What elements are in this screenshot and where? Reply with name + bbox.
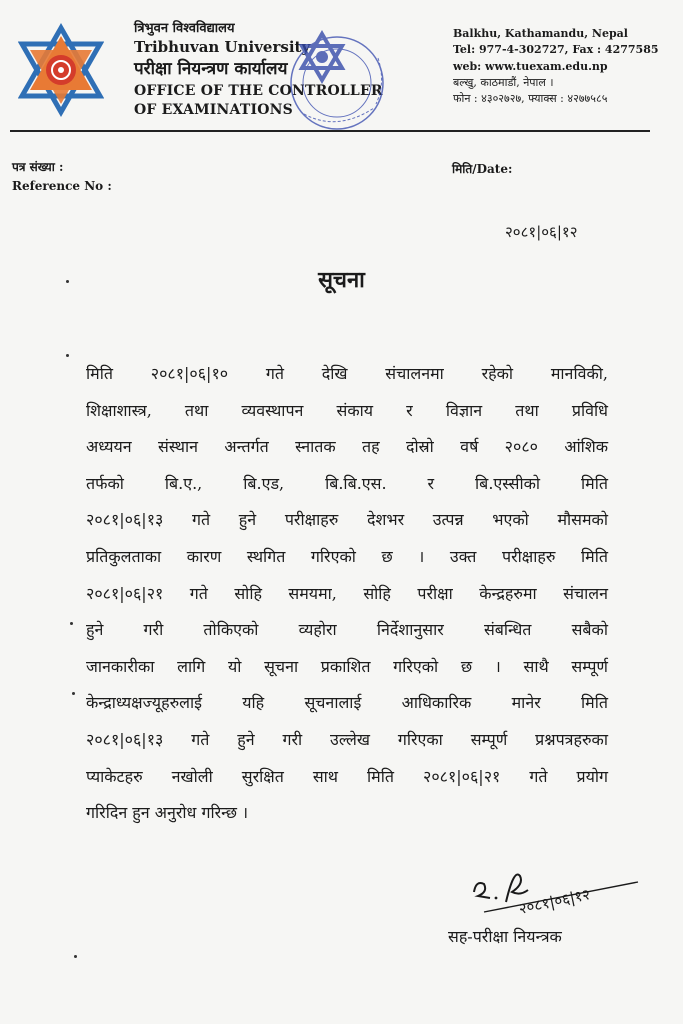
contact-phone: Tel: 977-4-302727, Fax : 4277585 — [453, 43, 659, 57]
reference-label-english: Reference No : — [12, 178, 112, 193]
notice-body-line: मिति २०८१|०६|१० गते देखि संचालनमा रहेको मानविकी, — [86, 364, 608, 383]
notice-body-line: २०८१|०६|१३ गते हुने परीक्षाहरु देशभर उत्पन्न भएको मौसमको — [86, 510, 608, 530]
scan-speck — [72, 692, 75, 695]
notice-body-line: शिक्षाशास्त्र, तथा व्यवस्थापन संकाय र विज्ञान तथा प्रविधि — [86, 400, 608, 420]
notice-body-line: केन्द्राध्यक्षज्यूहरुलाई यहि सूचनालाई आधिकारिक मानेर मिति — [86, 693, 608, 713]
scan-speck — [66, 354, 69, 357]
office-stamp-icon — [282, 28, 392, 138]
university-name-english: Tribhuvan University — [134, 37, 311, 56]
notice-body-line: हुने गरी तोकिएको व्यहोरा निर्देशानुसार संबन्धित सबैको — [86, 620, 608, 640]
scan-speck — [70, 622, 73, 625]
header-divider — [10, 130, 650, 132]
notice-body-line: प्याकेटहरु नखोली सुरक्षित साथ मिति २०८१|०६|२१ गते प्रयोग — [86, 766, 608, 786]
notice-title: सूचना — [318, 267, 365, 293]
tribhuvan-university-logo-icon — [18, 22, 104, 118]
notice-body-line: गरिदिन हुन अनुरोध गरिन्छ । — [86, 803, 249, 823]
notice-body — [86, 356, 608, 832]
signatory-title: सह-परीक्षा नियन्त्रक — [448, 927, 562, 946]
notice-body-line: अध्ययन संस्थान अन्तर्गत स्नातक तह दोस्रो वर्ष २०८० आंशिक — [86, 437, 608, 457]
handwritten-date: २०८१|०६|१२ — [517, 885, 592, 918]
office-name-english-line1: OFFICE OF THE CONTROLLER — [134, 82, 383, 99]
office-name-devanagari: परीक्षा नियन्त्रण कार्यालय — [134, 59, 288, 80]
contact-info — [453, 26, 678, 107]
scan-speck — [66, 280, 69, 283]
reference-block — [12, 158, 112, 195]
notice-body-line: तर्फको बि.ए., बि.एड, बि.बि.एस. र बि.एस्सीको मिति — [86, 473, 608, 493]
reference-label-devanagari: पत्र संख्या : — [12, 160, 64, 174]
notice-date: २०८१|०६|१२ — [505, 223, 578, 241]
notice-body-line: २०८१|०६|१३ गते हुने गरी उल्लेख गरिएका सम्पूर्ण प्रश्नपत्रहरुका — [86, 729, 608, 749]
notice-body-line: जानकारीका लागि यो सूचना प्रकाशित गरिएको छ । साथै सम्पूर्ण — [86, 656, 608, 676]
scan-speck — [74, 955, 77, 958]
notice-body-line: २०८१|०६|२१ गते सोहि समयमा, सोहि परीक्षा केन्द्रहरुमा संचालन — [86, 583, 608, 603]
office-name-english-line2: OF EXAMINATIONS — [134, 101, 293, 118]
handwritten-signature-icon — [462, 862, 652, 922]
notice-body-line: प्रतिकुलताका कारण स्थगित गरिएको छ । उक्त परीक्षाहरु मिति — [86, 546, 608, 566]
contact-address-devanagari: बल्खु, काठमाडौं, नेपाल । — [453, 75, 554, 89]
contact-web: web: www.tuexam.edu.np — [453, 59, 608, 73]
university-name-devanagari: त्रिभुवन विश्वविद्यालय — [134, 21, 235, 36]
date-label: मिति/Date: — [452, 162, 513, 176]
contact-phone-devanagari: फोन : ४३०२७२७, फ्याक्स : ४२७७५८५ — [453, 92, 608, 106]
contact-address: Balkhu, Kathamandu, Nepal — [453, 27, 628, 40]
